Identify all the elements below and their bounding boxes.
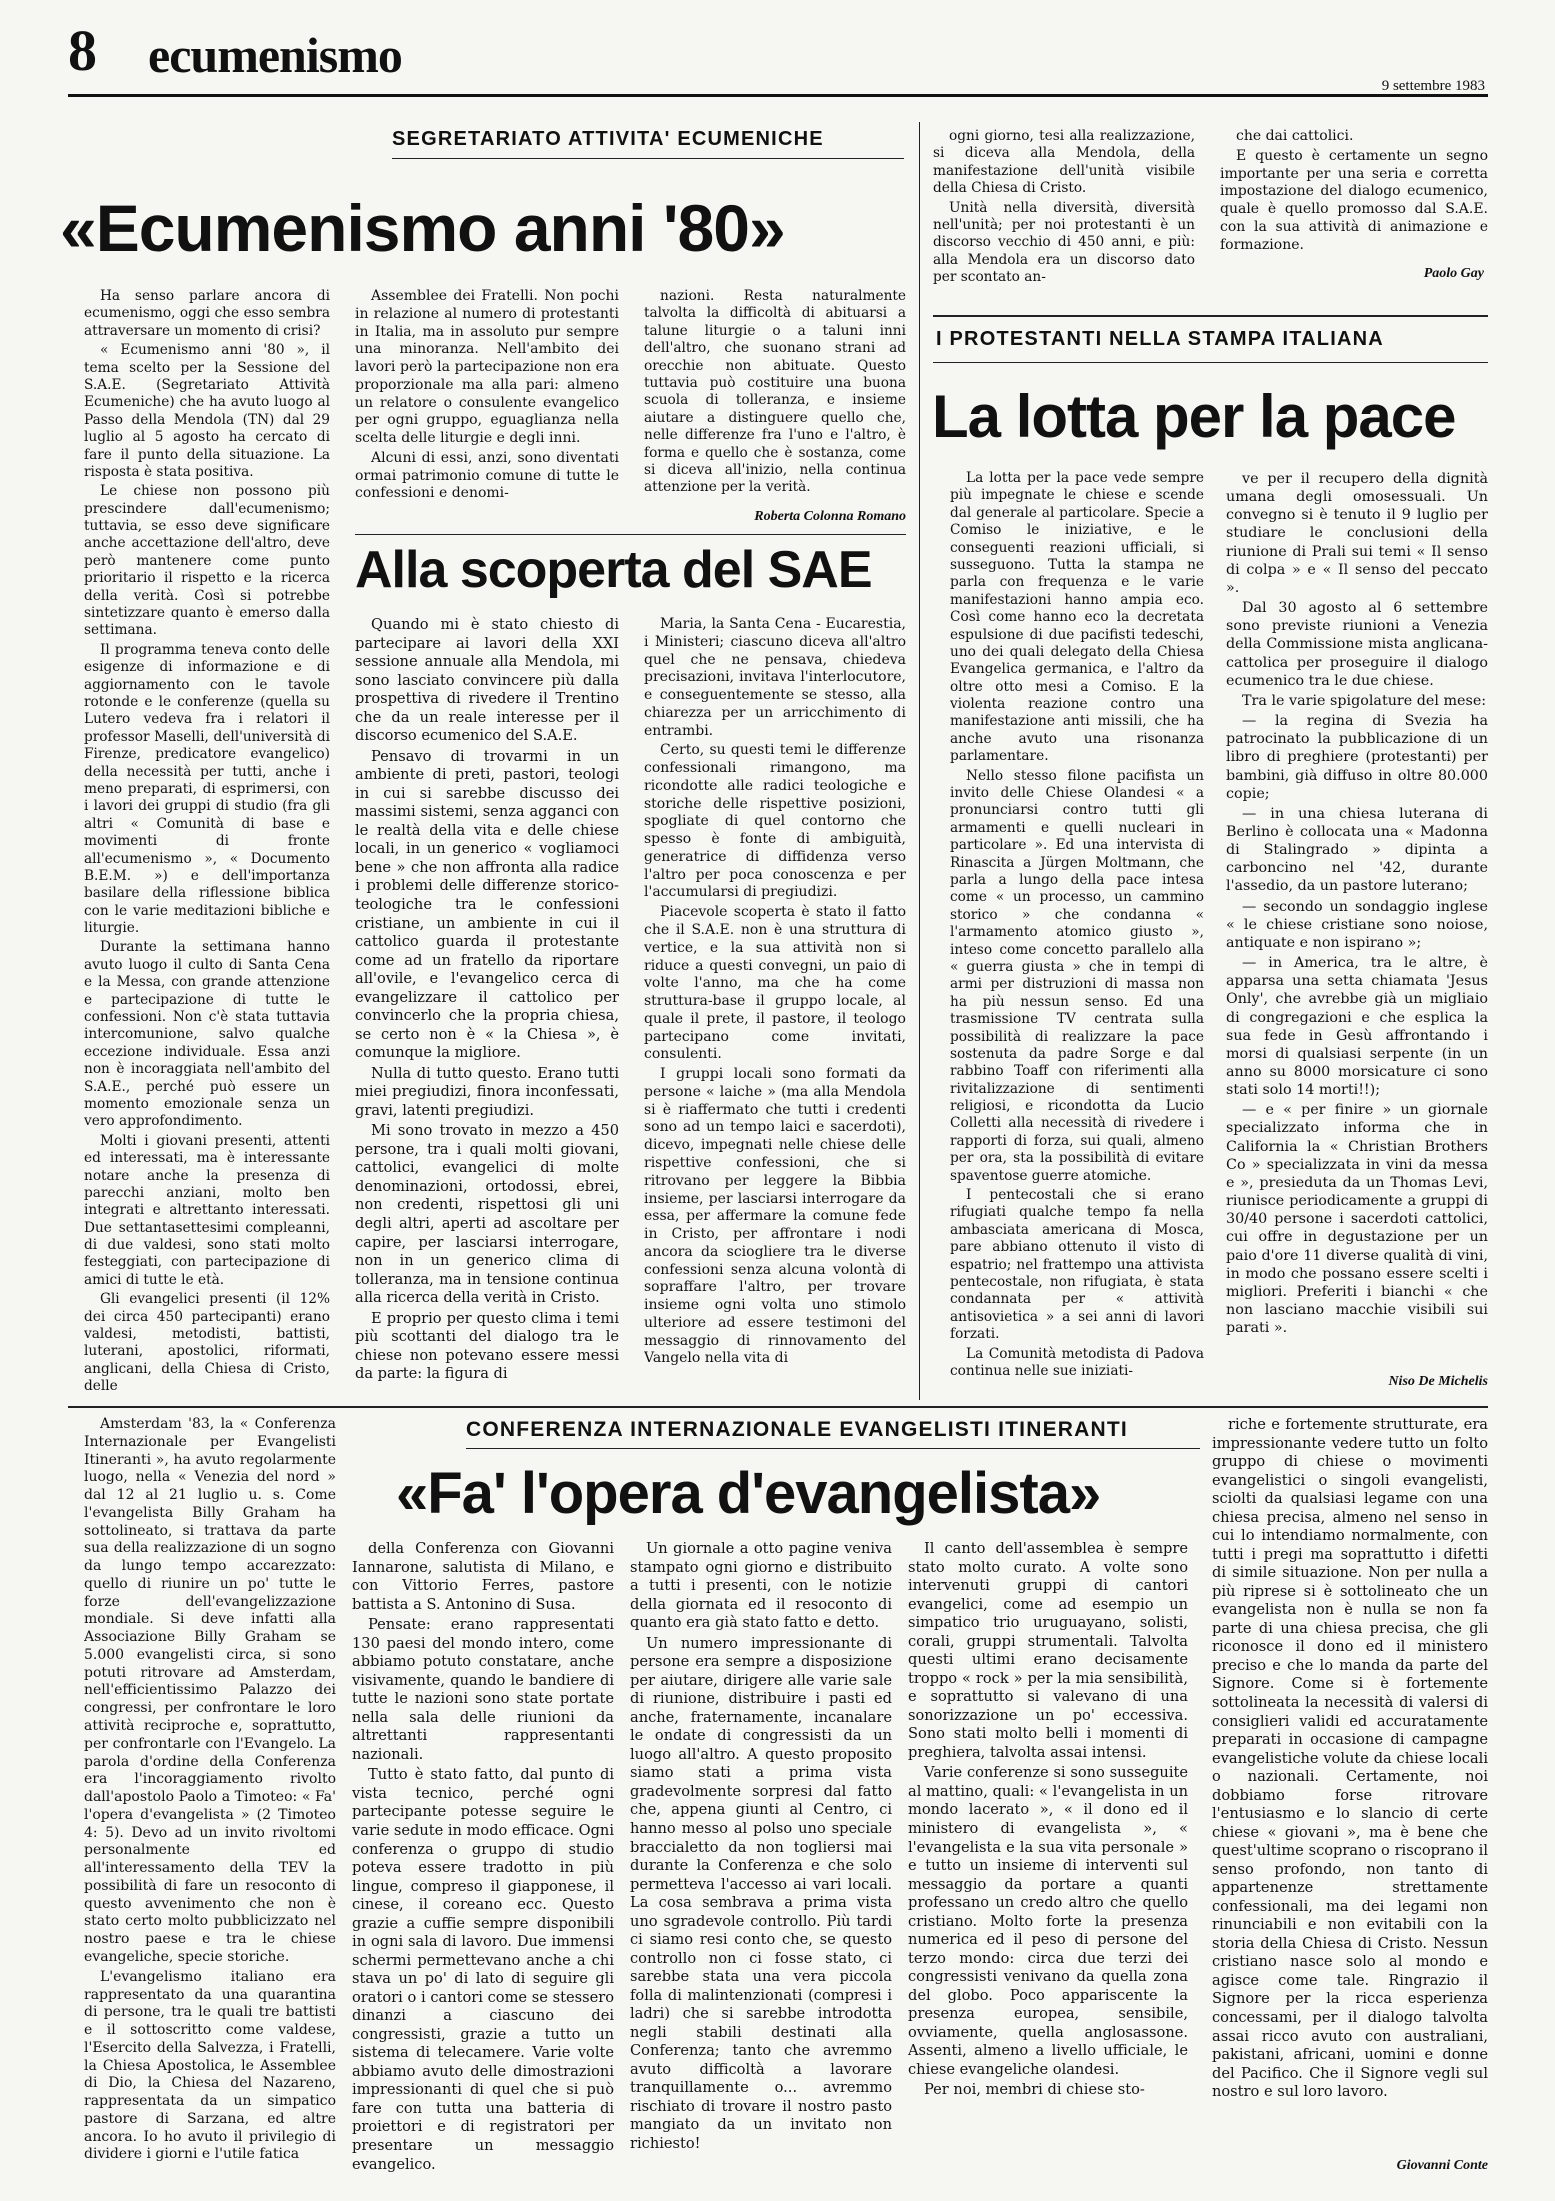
paragraph: Tutto è stato fatto, dal punto di vista tecnico, perché ogni partecipante potesse seguire le varie sedute in modo efficace. Ogni conferenza o gruppo di studio poteva essere tradotto in più lingue, compreso il giapponese, il cinese, il coreano ecc. Questo grazie a cuffie sempre disponibili in ogni sala di lavoro. Due immensi schermi permettevano anche a chi stava un po' di lato di seguire gli oratori o i cantori come se stessero dinanzi a ciascuno dei congressisti, grazie a tutto un sistema di telecamere. Varie volte abbiamo avuto delle dimostrazioni impressionanti di quel che si può fare con tutta una batteria di proiettori e di registratori per presentare un messaggio evangelico. xyxy=(352,1766,614,2173)
article3-byline: Niso De Michelis xyxy=(1388,1374,1488,1389)
paragraph: Assemblee dei Fratelli. Non pochi in relazione al numero di protestanti in Italia, ma in assoluto pur sempre una minoranza. Nell'ambito dei lavori però la partecipazione non era proporzionale ma alla pari: almeno un relatore o consulente evangelico per ogni gruppo, eguaglianza nella scelta delle liturgie e degli inni. xyxy=(355,288,619,447)
paragraph: Tra le varie spigolature del mese: xyxy=(1242,692,1487,709)
issue-date: 9 settembre 1983 xyxy=(1381,78,1485,94)
article1-kicker-rule xyxy=(392,158,904,159)
article3-kicker-rule xyxy=(933,362,1488,363)
masthead-rule xyxy=(68,94,1488,97)
paragraph: Durante la settimana hanno avuto luogo il culto di Santa Cena e la Messa, con grande attenzione e partecipazione di tutte le confessioni. Non c'è stata tuttavia intercomunione, salvo qualche eccezione individuale. Essa anzi non è incoraggiata nell'ambito del S.A.E., perché può essere un momento emozionale senza un vero approfondimento. xyxy=(84,939,330,1130)
paragraph: — e « per finire » un giornale specializzato informa che in California la « Christian Brothers Co » specializzata in vini da messa e », presieduta da un Thomas Levi, riunisce periodicamente a gruppi di 30/40 persone i sacerdoti cattolici, cui offre in degustazione per un paio d'ore 11 diverse qualità di vini, in modo che possano essere scelti i migliori. Preferiti i bianchi « che non lasciano macchie visibili sui parati ». xyxy=(1226,1102,1488,1337)
article1-headline: «Ecumenismo anni '80» xyxy=(60,191,785,265)
paragraph: ve per il recupero della dignità umana degli omosessuali. Un convegno si è tenuto il 9 luglio per studiare le conclusioni della riunione di Prali sui temi « Il senso di colpa » e « Il senso del peccato ». xyxy=(1226,471,1488,596)
article4-column-3 xyxy=(630,1540,892,2181)
paragraph: Nulla di tutto questo. Erano tutti miei pregiudizi, finora inconfessati, gravi, latenti pregiudizi. xyxy=(355,1064,619,1119)
lower-section-rule xyxy=(68,1406,1488,1408)
column-divider xyxy=(919,122,920,1400)
paragraph: Le chiese non possono più prescindere dall'ecumenismo; tuttavia, se esso deve significare anche accettazione dell'altro, deve però mantenere come punto prioritario il rispetto e la ricerca della verità. Così si potrebbe sintetizzare quanto è emerso dalla settimana. xyxy=(84,483,330,639)
paragraph: Maria, la Santa Cena - Eucarestia, i Ministeri; ciascuno diceva all'altro quel che ne pensava, chiedeva precisazioni, invitava l'interlocutore, e conseguentemente se stesso, alla chiarezza per un arricchimento di entrambi. xyxy=(644,616,906,739)
paragraph: La Comunità metodista di Padova continua nelle sue iniziati- xyxy=(950,1345,1204,1379)
paragraph: Ha senso parlare ancora di ecumenismo, oggi che esso sembra attraversare un momento di crisi? xyxy=(84,288,330,339)
article2-column-3 xyxy=(933,128,1195,288)
section-title: ecumenismo xyxy=(148,27,402,83)
paragraph: — secondo un sondaggio inglese « le chiese cristiane sono noiose, antiquate e non ispirano »; xyxy=(1226,898,1488,951)
article1-byline: Roberta Colonna Romano xyxy=(754,509,906,524)
paragraph: Piacevole scoperta è stato il fatto che il S.A.E. non è una struttura di vertice, e la sua attività non si riduce a questi convegni, un paio di volte l'anno, ma che ha come struttura-base il gruppo locale, al quale il prete, il pastore, il teologo partecipano come invitati, consulenti. xyxy=(644,904,906,1063)
paragraph: « Ecumenismo anni '80 », il tema scelto per la Sessione del S.A.E. (Segretariato Attività Ecumeniche) che ha avuto luogo al Passo della Mendola (TN) dal 29 luglio al 5 agosto ha cercato di fare il punto della situazione. La risposta è stata positiva. xyxy=(84,342,330,480)
article2-column-4 xyxy=(1220,128,1488,256)
paragraph: Pensate: erano rappresentati 130 paesi del mondo intero, come abbiamo potuto constatare, anche visivamente, quando le bandiere di tutte le nazioni sono state portate nella sala delle riunioni da altrettanti rappresentanti nazionali. xyxy=(352,1616,614,1763)
paragraph: che dai cattolici. xyxy=(1236,128,1354,144)
paragraph: Alcuni di essi, anzi, sono diventati ormai patrimonio comune di tutte le confessioni e denomi- xyxy=(355,449,619,502)
paragraph: Unità nella diversità, diversità nell'unità; per noi protestanti è un discorso vecchio di 450 anni, e più: alla Mendola era un discorso dato per scontato an- xyxy=(933,199,1195,286)
paragraph: — in America, tra le altre, è apparsa una setta chiamata 'Jesus Only', che avrebbe già un migliaio di congregazioni e che esplica la sua fede in Gesù affrontando i morsi di qualsiasi serpente (in un anno su 8000 morsicature ci sono stati solo 14 morti!!); xyxy=(1226,955,1488,1099)
paragraph: Per noi, membri di chiese sto- xyxy=(924,2081,1145,2099)
paragraph: Il programma teneva conto delle esigenze di informazione e di aggiornamento con le tavole rotonde e le conferenze (quella su Lutero vedeva fra i relatori il professor Maselli, dell'università di Firenze, predicatore evangelico) della necessità per tutti, anche i meno preparati, di esprimersi, con i lavori dei gruppi di studio (fra gli altri « Comunità di base e movimenti di fronte all'ecumenismo », « Documento B.E.M. ») e dell'importanza basilare della riflessione biblica con le varie meditazioni bibliche e liturgie. xyxy=(84,641,330,937)
paragraph: La lotta per la pace vede sempre più impegnate le chiese e scende dal generale al particolare. Specie a Comiso le iniziative, e le conseguenti reazioni ufficiali, si susseguono. Tutta la stampa ne parla con frequenza e le varie manifestazioni hanno ampia eco. Così come hanno eco la decretata espulsione di due pacifisti tedeschi, uno dei quali delegato della Chiesa Evangelica germanica, e l'altro da oltre otto mesi a Comiso. E la violenta reazione contro una manifestazione anti missili, che ha anche avuto una risonanza parlamentare. xyxy=(950,470,1204,765)
article4-byline: Giovanni Conte xyxy=(1396,2158,1488,2173)
paragraph: — in una chiesa luterana di Berlino è collocata una « Madonna di Stalingrado » dipinta a carboncino nel '42, durante l'assedio, da un pastore luterano; xyxy=(1226,805,1488,895)
paragraph: I gruppi locali sono formati da persone « laiche » (ma alla Mendola si è riaffermato che tutti i credenti sono ad un tempo laici e sacerdoti), dicevo, impegnati nelle chiese delle rispettive confessioni, che si ritrovano per leggere la Bibbia insieme, per lasciarsi interrogare da essa, per affermare la comune fede in Cristo, per affrontare i nodi ancora da sciogliere tra le diverse confessioni senza alcuna volontà di sopraffare l'altro, per trovare insieme ogni volta uno stimolo ulteriore ad essere testimoni del messaggio di rinnovamento del Vangelo nella vita di xyxy=(644,1066,906,1367)
paragraph: Pensavo di trovarmi in un ambiente di preti, pastori, teologi in cui si sarebbe discusso dei massimi sistemi, senza agganci con le realtà della vita e delle chiese locali, in un generico « vogliamoci bene » che non affronta alla radice i problemi delle differenze storico-teologiche tra le confessioni cristiane, un ambiente in cui il cattolico guarda il protestante come ad un fratello da riportare all'ovile, e l'evangelico cerca di evangelizzare il cattolico per convincerlo che la propria chiesa, se certo non è « la Chiesa », è comunque la migliore. xyxy=(355,747,619,1062)
article2-column-1 xyxy=(355,616,619,1398)
article1-column-2 xyxy=(355,288,619,518)
paragraph: Varie conferenze si sono susseguite al mattino, quali: « l'evangelista in un mondo lacerato », « il dono ed il ministero di evangelista », « l'evangelista e la sua vita personale » e tutto un insieme di interventi sul messaggio da portare a quanti professano un credo altro che quello cristiano. Molto forte la presenza numerica ed il peso di persone del terzo mondo: circa due terzi dei congressisti venivano da quella zona del globo. Poco appariscente la presenza europea, sensibile, ovviamente, quella anglosassone. Assenti, almeno a livello ufficiale, le chiese evangeliche olandesi. xyxy=(908,1764,1188,2078)
paragraph: Amsterdam '83, la « Conferenza Internazionale per Evangelisti Itineranti », ha avuto regolarmente luogo, nella « Venezia del nord » dal 12 al 21 luglio u. s. Come l'evangelista Billy Graham ha sottolineato, si trattava da parte sua della realizzazione di un sogno da lungo tempo accarezzato: quello di riunire un po' tutte le forze dell'evangelizzazione mondiale. Si deve infatti alla Associazione Billy Graham se 5.000 evangelisti circa, si sono potuti ritrovare ad Amsterdam, nell'efficientissimo Palazzo dei congressi, per confrontare le loro attività reciproche e, soprattutto, per confrontarle con l'Evangelo. La parola d'ordine della Conferenza era l'incoraggiamento rivolto dall'apostolo Paolo a Timoteo: « Fa' l'opera d'evangelista » (2 Timoteo 4: 5). Devo ad un invito rivoltomi personalmente ed all'interessamento della TEV la possibilità di fare un resoconto di questo avvenimento che non è stato certo molto pubblicizzato nel nostro paese e tra le chiese evangeliche, specie storiche. xyxy=(84,1416,336,1965)
paragraph: Quando mi è stato chiesto di partecipare ai lavori della XXI sessione annuale alla Mendola, mi sono lasciato convincere più dalla prospettiva di rivedere il Trentino che da un reale interesse per il discorso ecumenico del S.A.E. xyxy=(355,616,619,745)
paragraph: L'evangelismo italiano era rappresentato da una quarantina di persone, tra le quali tre battisti e il sottoscritto come valdese, l'Esercito della Salvezza, i Fratelli, la Chiesa Apostolica, le Assemblee di Dio, la Chiesa del Nazareno, rappresentata da un simpatico pastore di Sarzana, ed altre ancora. Io ho avuto il privilegio di dividere i giorni e l'utile fatica xyxy=(84,1968,336,2163)
article4-column-1 xyxy=(84,1416,336,2181)
article1-kicker: SEGRETARIATO ATTIVITA' ECUMENICHE xyxy=(392,128,824,150)
article4-headline: «Fa' l'opera d'evangelista» xyxy=(396,1461,1101,1526)
article3-column-1 xyxy=(950,470,1204,1398)
paragraph: Mi sono trovato in mezzo a 450 persone, tra i quali molti giovani, cattolici, evangelici di molte denominazioni, ortodossi, ebrei, non credenti, rispettosi gli uni degli altri, aperti ad ascoltare per capire, per lasciarsi interrogare, non in un generico clima di tolleranza, ma in tensione continua alla ricerca della verità in Cristo. xyxy=(355,1122,619,1307)
paragraph: Molti i giovani presenti, attenti ed interessati, ma è interessante notare anche la presenza di parecchi anziani, molto ben integrati e altrettanto interessati. Due settantasettesimi compleanni, di due valdesi, sono stati molto festeggiati, con partecipazione di amici di tutte le età. xyxy=(84,1132,330,1288)
article4-column-5 xyxy=(1212,1416,1488,2148)
article4-column-2 xyxy=(352,1540,614,2181)
paragraph: ogni giorno, tesi alla realizzazione, si diceva alla Mendola, della manifestazione dell'unità visibile della Chiesa di Cristo. xyxy=(933,128,1195,197)
paragraph: E proprio per questo clima i temi più scottanti del dialogo tra le chiese non potevano essere messi da parte: la figura di xyxy=(355,1309,619,1383)
paragraph: Nello stesso filone pacifista un invito delle Chiese Olandesi « a pronunciarsi contro tutti gli armamenti e quelli nucleari in particolare ». Ed una intervista di Rinascita a Jürgen Moltmann, che parla a lungo della pace intesa come « un processo, un cammino storico » che condanna « l'armamento atomico giusto », inteso come concetto parallelo alla « guerra giusta » che in tempi di armi per distruzioni di massa non ha più nessun senso. Ed una trasmissione TV centrata sulla possibilità di realizzare la pace sostenuta da padre Sorge e dal rabbino Toaff con riferimenti alla rivitalizzazione di sentimenti religiosi, e ricondotta da Lucio Colletti alla necessità di rivedere i rapporti di forza, sui quali, almeno per ora, sta la possibilità di evitare spaventose guerre atomiche. xyxy=(950,767,1204,1184)
article4-column-4 xyxy=(908,1540,1188,2181)
paragraph: — la regina di Svezia ha patrocinato la pubblicazione di un libro di preghiere (protestanti) per bambini, già diffuso in oltre 80.000 copie; xyxy=(1226,713,1488,802)
paragraph: E questo è certamente un segno importante per una seria e corretta impostazione del dialogo ecumenico, quale è quello promosso dal S.A.E. con la sua attività di animazione e formazione. xyxy=(1220,147,1488,253)
article4-kicker: CONFERENZA INTERNAZIONALE EVANGELISTI ITINERANTI xyxy=(466,1418,1128,1441)
article2-headline: Alla scoperta del SAE xyxy=(355,541,872,599)
article3-top-rule xyxy=(933,315,1488,317)
paragraph: Certo, su questi temi le differenze confessionali rimangono, ma ricondotte alle radici teologiche e storiche delle rispettive posizioni, spogliate di quel contorno che spesso è fonte di ambiguità, generatrice di diffidenza verso l'altro per poca conoscenza e per l'accumularsi di pregiudizi. xyxy=(644,742,906,901)
article2-byline: Paolo Gay xyxy=(1423,266,1484,281)
article1-column-1 xyxy=(84,288,330,1398)
paragraph: riche e fortemente strutturate, era impressionante vedere tutto un folto gruppo di chiese o movimenti evangelistici o singoli evangelisti, sciolti da qualsiasi legame con una chiesa precisa, almeno nel senso in cui lo intendiamo normalmente, con tutti i pregi ma soprattutto i difetti di simile situazione. Non per nulla a più riprese si è sottolineato che un evangelista non è nulla se non fa parte di una chiesa precisa, che gli riconosce il dono ed il ministero preciso e che lo manda da parte del Signore. Come si è fortemente sottolineata la necessità di valersi di consiglieri validi ed accuratamente preparati in occasione di campagne evangelistiche volute da chiese locali o nazionali. Certamente, noi dobbiamo forse ritrovare l'entusiasmo e lo slancio di certe chiese « giovani », ma è bene che quest'ultime scoprano o riscoprano il senso profondo, non tanto di appartenenze strettamente confessionali, ma dei legami non rinunciabili e non evitabili con la storia della Chiesa di Cristo. Nessun cristiano nasce solo al mondo e agisce come tale. Ringrazio il Signore per la ricca esperienza concessami, per il dialogo talvolta assai ricco avuto con australiani, pakistani, africani, uomini e donne del Pacifico. Che il Signore vegli sul nostro e sul loro lavoro. xyxy=(1212,1416,1488,2101)
article3-column-2 xyxy=(1226,470,1488,1365)
paragraph: Un numero impressionante di persone era sempre a disposizione per aiutare, dirigere alle varie sale di riunione, distribuire i pasti ed anche, fraternamente, incanalare le ondate di congressisti da un luogo all'altro. A questo proposito siamo stati a prima vista gradevolmente sorpresi dal fatto che, appena giunti al Centro, ci hanno messo al polso uno speciale braccialetto da non togliersi mai durante la Conferenza e che solo permetteva l'accesso ai vari locali. La cosa sembrava a prima vista uno sgradevole controllo. Più tardi ci siamo resi conto che, se questo controllo non ci fosse stato, ci sarebbe stata una vera piccola folla di malintenzionati (compresi i ladri) che si sarebbe introdotta negli stabili destinati alla Conferenza; tanto che avremmo avuto difficoltà a lavorare tranquillamente o... avremmo rischiato di trovare il nostro pasto mangiato da un invitato non richiesto! xyxy=(630,1634,892,2152)
paragraph: della Conferenza con Giovanni Iannarone, salutista di Milano, e con Vittorio Ferres, pastore battista a S. Antonino di Susa. xyxy=(352,1540,614,1613)
paragraph: nazioni. Resta naturalmente talvolta la difficoltà di abituarsi a talune liturgie o a taluni inni dell'altro, che suonano strani ad orecchie non abituate. Questo tuttavia può costituire una buona scuola di tolleranza, e insieme aiutare a distinguere quello che, nelle differenze fra l'uno e l'altro, è forma e quello che è sostanza, come si diceva all'inizio, nella continua attenzione per la verità. xyxy=(644,288,906,496)
article2-top-rule xyxy=(355,534,906,535)
paragraph: Un giornale a otto pagine veniva stampato ogni giorno e distribuito a tutti i presenti, con le notizie della giornata ed il resoconto di quanto era già stato fatto e detto. xyxy=(630,1540,892,1632)
paragraph: I pentecostali che si erano rifugiati qualche tempo fa nella ambasciata americana di Mosca, pare abbiano ottenuto il visto di espatrio; nel frattempo una attivista pentecostale, non rifugiata, è stata condannata per « attività antisovietica » a sei anni di lavori forzati. xyxy=(950,1187,1204,1343)
article4-kicker-rule xyxy=(466,1448,1200,1449)
paragraph: Il canto dell'assemblea è sempre stato molto curato. A volte sono intervenuti gruppi di cantori evangelici, come ad esempio un simpatico trio uruguayano, solisti, corali, gruppi strumentali. Talvolta questi ultimi erano decisamente troppo « rock » per la mia sensibilità, e soprattutto si valevano di una sonorizzazione un po' eccessiva. Sono stati molto belli i momenti di preghiera, talvolta assai intensi. xyxy=(908,1540,1188,1761)
paragraph: Gli evangelici presenti (il 12% dei circa 450 partecipanti) erano valdesi, metodisti, battisti, luterani, apostolici, riformati, anglicani, della Chiesa di Cristo, delle xyxy=(84,1291,330,1395)
article1-column-3 xyxy=(644,288,906,498)
article3-kicker: I PROTESTANTI NELLA STAMPA ITALIANA xyxy=(936,328,1384,350)
article3-headline: La lotta per la pace xyxy=(932,383,1456,450)
article2-column-2 xyxy=(644,616,906,1398)
page-number: 8 xyxy=(68,18,97,83)
paragraph: Dal 30 agosto al 6 settembre sono previste riunioni a Venezia della Commissione mista anglicana-cattolica per proseguire il dialogo ecumenico tra le due chiese. xyxy=(1226,600,1488,689)
